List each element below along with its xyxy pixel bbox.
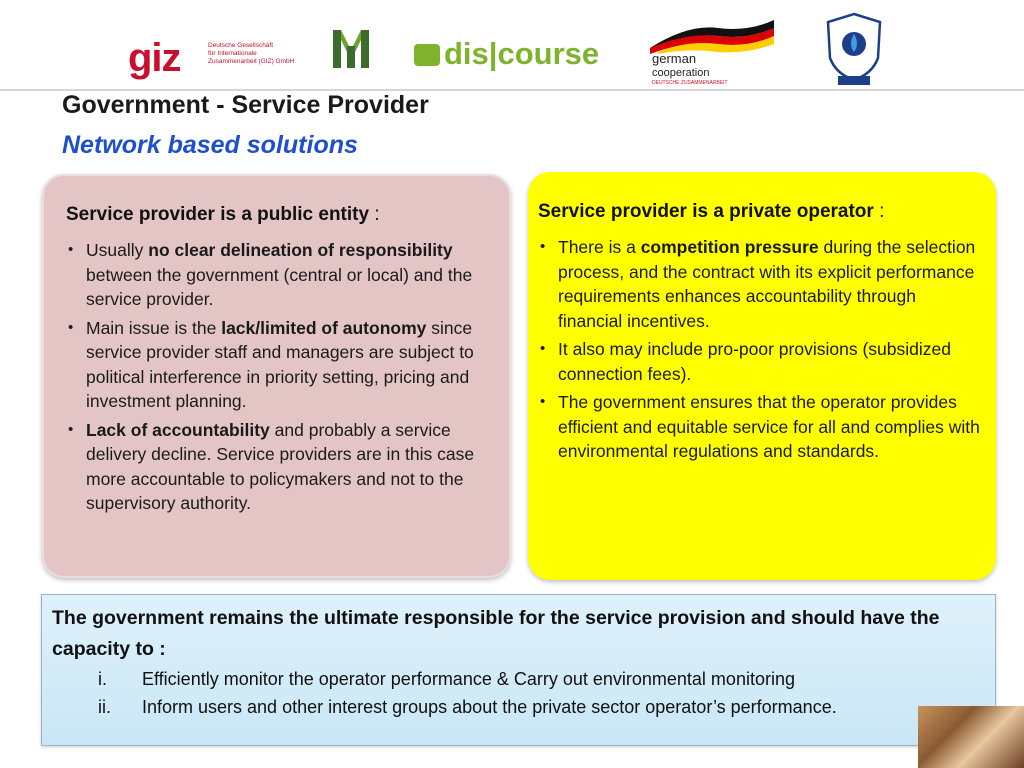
german-cooperation-logo	[648, 18, 778, 88]
bullet-item	[66, 418, 489, 516]
german-word: german	[652, 51, 697, 66]
bullet-dot-icon: •	[540, 238, 546, 255]
public-entity-bullets	[66, 238, 489, 516]
discourse-wordmark: dis|course	[444, 36, 600, 71]
giz-logo	[128, 36, 298, 86]
bullet-emphasis: Lack of accountability	[86, 419, 270, 440]
list-item	[52, 665, 985, 693]
bullet-item	[66, 238, 489, 312]
bullet-text: There is a	[558, 237, 641, 257]
bullet-item	[538, 235, 982, 333]
page-title: Government - Service Provider	[62, 91, 429, 119]
deutsche-zusammenarbeit: DEUTSCHE ZUSAMMENARBEIT	[652, 80, 728, 86]
giz-wordmark: giz	[128, 36, 181, 80]
bullet-emphasis: no clear delineation of responsibility	[148, 240, 453, 260]
water-services-trust-fund-crest-icon	[822, 12, 886, 88]
government-capacity-box	[41, 594, 996, 746]
private-operator-heading: Service provider is a private operator :	[538, 201, 885, 222]
giz-org-name: Deutsche Gesellschaft für Internationale Zusammenarbeit (GIZ) GmbH	[208, 42, 295, 65]
bullet-text: The government ensures that the operator provides efficient and equitable service for all and complies with environmental regulations and standards.	[558, 392, 980, 461]
m-logo-icon	[332, 28, 370, 70]
bullet-emphasis: competition pressure	[640, 237, 819, 257]
bullet-item	[66, 316, 489, 414]
bullet-text: Usually	[86, 240, 149, 260]
cooperation-word: cooperation	[652, 67, 710, 79]
list-item-text: Inform users and other interest groups about the private sector operator’s performance.	[142, 697, 837, 717]
bullet-text: during the selection process, and the contract with its explicit performance requirements enhances accountability through financial incentives.	[558, 237, 976, 331]
logo-bar	[0, 0, 1024, 92]
public-entity-heading: Service provider is a public entity :	[66, 204, 380, 225]
german-flag-icon	[648, 18, 776, 54]
bullet-emphasis: lack/limited of autonomy	[221, 317, 427, 338]
private-operator-panel	[528, 172, 996, 580]
private-operator-bullets	[538, 235, 982, 464]
bullet-dot-icon: •	[68, 318, 74, 336]
bullet-text: since service provider staff and managers are subject to political interference in priority setting, pricing and investment planning.	[86, 317, 474, 411]
bullet-text: between the government (central or local) and the service provider.	[86, 264, 473, 309]
bullet-text: It also may include pro-poor provisions (subsidized connection fees).	[558, 339, 951, 384]
bullet-dot-icon: •	[540, 393, 546, 410]
corner-photo	[918, 706, 1024, 768]
discourse-square-icon	[414, 44, 440, 66]
bullet-item	[538, 390, 982, 464]
public-entity-panel	[42, 174, 511, 578]
bullet-dot-icon: •	[68, 420, 74, 438]
bullet-dot-icon: •	[68, 241, 74, 258]
list-item	[52, 693, 985, 721]
bullet-text: Main issue is the	[86, 317, 222, 338]
list-number: ii.	[98, 697, 111, 717]
bullet-item	[538, 337, 982, 386]
bullet-dot-icon: •	[540, 340, 546, 357]
bullet-text: and probably a service delivery decline. Service providers are in this case more accountable to policymakers and not to the supervisory authority.	[86, 419, 475, 513]
page-subtitle: Network based solutions	[62, 131, 358, 159]
government-capacity-list	[52, 665, 985, 721]
list-item-text: Efficiently monitor the operator performance & Carry out environmental monitoring	[142, 669, 795, 689]
list-number: i.	[98, 669, 107, 689]
government-capacity-heading: The government remains the ultimate responsible for the service provision and should have the capacity to :	[52, 607, 940, 660]
